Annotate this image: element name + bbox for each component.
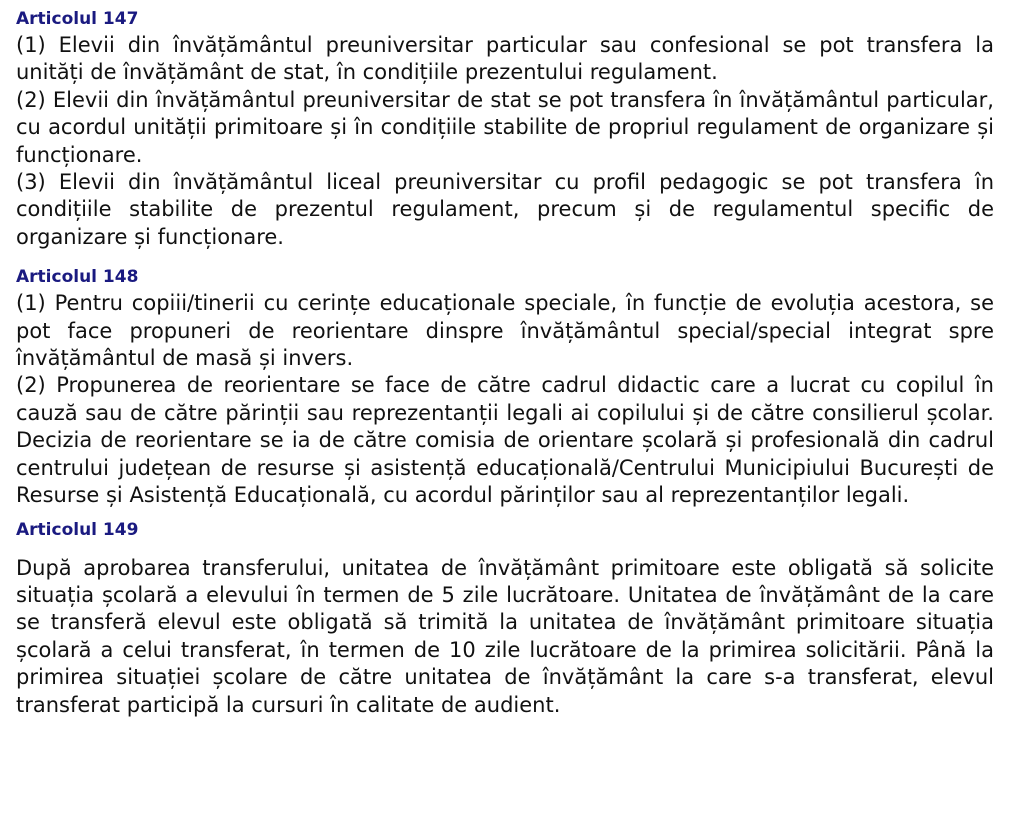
- article-paragraph: (1) Pentru copiii/tinerii cu cerințe educaționale speciale, în funcție de evoluția acestora, se pot face propuneri de reorientare dinspre învățământul special/special integrat spre învățământul de masă și invers.: [16, 291, 994, 371]
- article-title: Articolul 147: [16, 9, 139, 29]
- article-paragraph: (2) Propunerea de reorientare se face de către cadrul didactic care a lucrat cu copilul în cauză sau de către părinții sau reprezentanții legali ai copilului și de către consilierul școlar. Decizia de reorientare se ia de către comisia de orientare școlară și profesională din cadrul centrului județean de resurse și asistență educațională/Centrului Municipiului București de Resurse și Asistență Educațională, cu acordul părinților sau al reprezentanților legali.: [16, 373, 994, 508]
- article-paragraph: (1) Elevii din învățământul preuniversitar particular sau confesional se pot transfera la unități de învățământ de stat, în condițiile prezentului regulament.: [16, 33, 994, 85]
- article-paragraph: (3) Elevii din învățământul liceal preuniversitar cu profil pedagogic se pot transfera în condițiile stabilite de prezentul regulament, precum și de regulamentul specific de organizare și funcționare.: [16, 170, 994, 249]
- article-paragraph: (2) Elevii din învățământul preuniversitar de stat se pot transfera în învățământul particular, cu acordul unității primitoare și în condițiile stabilite de propriul regulament de organizare și funcționare.: [16, 87, 994, 167]
- article-149: [16, 517, 994, 719]
- article-title: Articolul 148: [16, 267, 139, 288]
- article-title: Articolul 149: [16, 519, 139, 540]
- document-page: [16, 6, 994, 719]
- article-paragraph: După aprobarea transferului, unitatea de învățământ primitoare este obligată să solicite situația școlară a elevului în termen de 5 zile lucrătoare. Unitatea de învățământ de la care se transferă elevul este obligată să trimită la unitatea de învățământ primitoare situația școlară a celui transferat, în termen de 10 zile lucrătoare de la primirea solicitării. Până la primirea situației școlare de către unitatea de învățământ la care s-a transferat, elevul transferat participă la cursuri în calitate de audient.: [16, 555, 994, 717]
- article-148: [16, 264, 994, 509]
- article-147: [16, 6, 994, 251]
